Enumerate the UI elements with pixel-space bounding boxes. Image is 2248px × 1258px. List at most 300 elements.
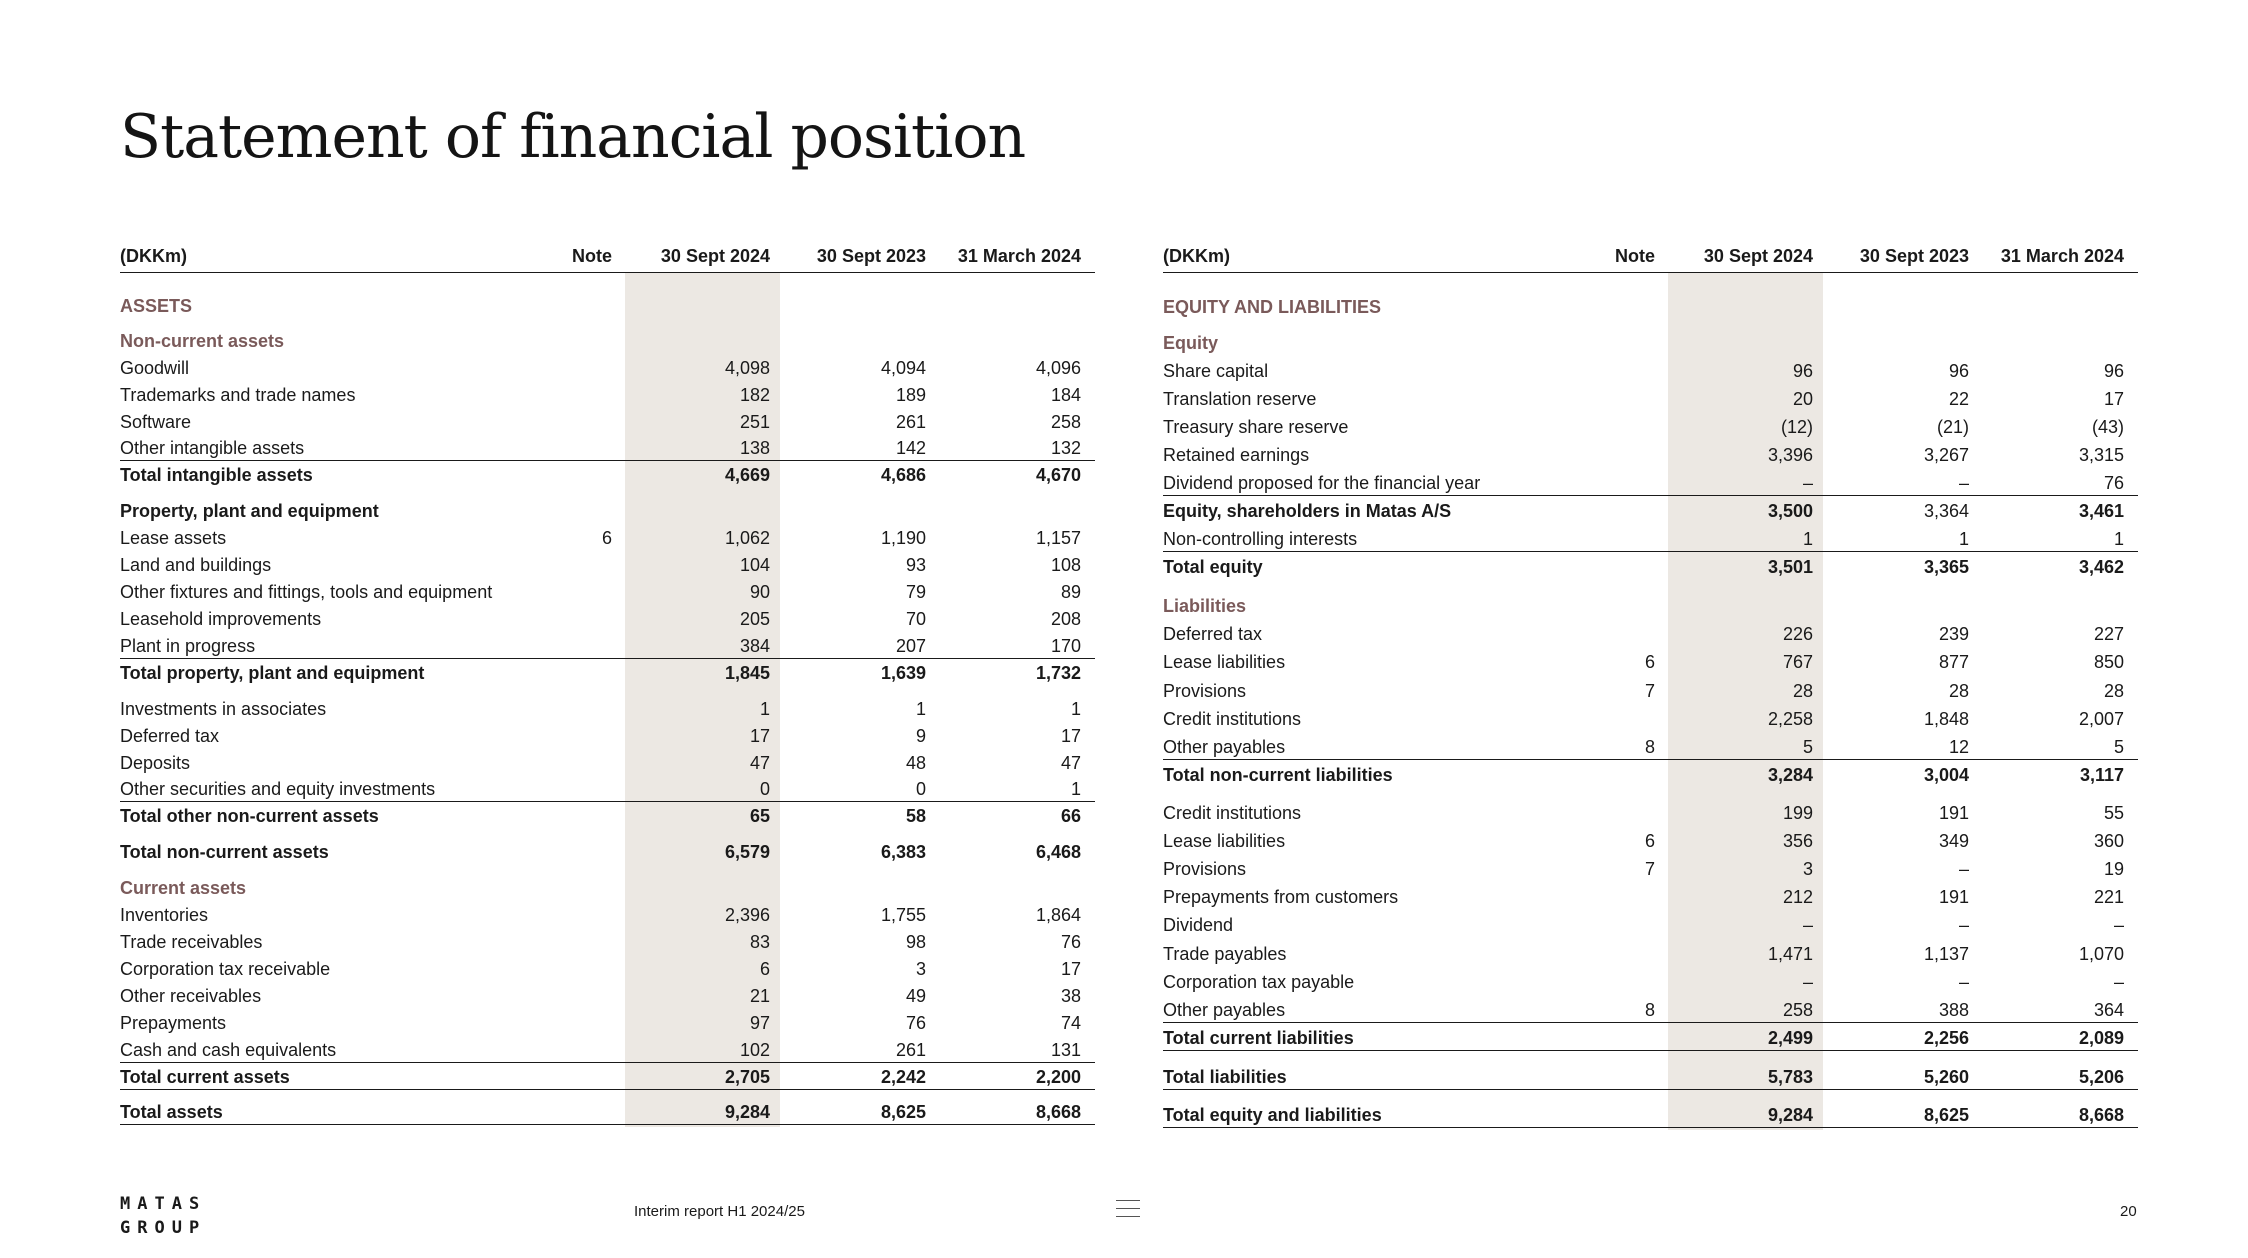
- row-divider: [1163, 495, 2138, 496]
- value-30-sept-2023: 0: [915, 779, 926, 799]
- value-30-sept-2024: 3,284: [1767, 765, 1813, 785]
- value-31-march-2024: 89: [1060, 582, 1081, 602]
- table-row: [120, 931, 1095, 953]
- row-label: Inventories: [120, 905, 209, 925]
- row-label: Trademarks and trade names: [120, 385, 356, 405]
- table-row: [120, 295, 1095, 317]
- row-divider: [120, 1124, 1095, 1125]
- value-30-sept-2024: 384: [739, 636, 770, 656]
- value-31-march-2024: 208: [1050, 609, 1081, 629]
- value-30-sept-2024: 138: [739, 438, 770, 458]
- value-31-march-2024: 221: [2093, 887, 2124, 907]
- value-30-sept-2023: 9: [915, 726, 926, 746]
- value-30-sept-2024: (12): [1780, 417, 1813, 437]
- value-31-march-2024: 55: [2103, 803, 2124, 823]
- value-30-sept-2023: 3,364: [1923, 501, 1969, 521]
- value-30-sept-2024: 2,396: [724, 905, 770, 925]
- value-30-sept-2023: 142: [895, 438, 926, 458]
- table-row: [120, 581, 1095, 603]
- value-30-sept-2023: –: [1958, 915, 1969, 935]
- row-divider: [1163, 1022, 2138, 1023]
- matas-group-logo: [120, 1192, 206, 1240]
- value-31-march-2024: 132: [1050, 438, 1081, 458]
- value-30-sept-2023: 877: [1938, 652, 1969, 672]
- row-label: Total assets: [120, 1102, 223, 1122]
- value-30-sept-2023: 93: [905, 555, 926, 575]
- value-31-march-2024: 17: [1060, 959, 1081, 979]
- value-30-sept-2024: 2,499: [1767, 1028, 1813, 1048]
- value-30-sept-2024: 251: [739, 412, 770, 432]
- value-31-march-2024: 17: [2103, 389, 2124, 409]
- table-row: [120, 384, 1095, 406]
- value-30-sept-2023: 191: [1938, 803, 1969, 823]
- table-row: [120, 608, 1095, 630]
- value-30-sept-2023: –: [1958, 972, 1969, 992]
- table-row: [1163, 680, 2138, 702]
- value-30-sept-2024: 47: [749, 753, 770, 773]
- value-31-march-2024: 8,668: [1035, 1102, 1081, 1122]
- value-30-sept-2024: 1,062: [724, 528, 770, 548]
- value-30-sept-2023: 8,625: [880, 1102, 926, 1122]
- value-30-sept-2024: 6,579: [724, 842, 770, 862]
- value-31-march-2024: 1,157: [1035, 528, 1081, 548]
- table-row: [120, 464, 1095, 486]
- table-row: [1163, 999, 2138, 1021]
- table-row: [120, 527, 1095, 549]
- header-col-2024: 30 Sept 2024: [1703, 246, 1813, 266]
- value-31-march-2024: 1: [1070, 779, 1081, 799]
- table-row: [1163, 1027, 2138, 1049]
- value-30-sept-2024: 182: [739, 385, 770, 405]
- value-30-sept-2024: 3: [1802, 859, 1813, 879]
- table-row: [1163, 528, 2138, 550]
- row-label: Other payables: [1163, 1000, 1286, 1020]
- table-row: [120, 1066, 1095, 1088]
- value-31-march-2024: 131: [1050, 1040, 1081, 1060]
- value-30-sept-2024: 90: [749, 582, 770, 602]
- value-30-sept-2024: 2,258: [1767, 709, 1813, 729]
- value-30-sept-2023: (21): [1936, 417, 1969, 437]
- value-31-march-2024: 74: [1060, 1013, 1081, 1033]
- value-31-march-2024: 66: [1060, 806, 1081, 826]
- value-31-march-2024: 3,315: [2078, 445, 2124, 465]
- row-label: Prepayments from customers: [1163, 887, 1399, 907]
- row-note: 7: [1644, 859, 1655, 879]
- value-30-sept-2023: 1,639: [880, 663, 926, 683]
- table-row: [120, 958, 1095, 980]
- value-30-sept-2024: 1,471: [1767, 944, 1813, 964]
- value-30-sept-2023: 49: [905, 986, 926, 1006]
- value-30-sept-2024: 3,396: [1767, 445, 1813, 465]
- page-number: 20: [2120, 1203, 2137, 1220]
- table-row: [120, 635, 1095, 657]
- value-31-march-2024: 8,668: [2078, 1105, 2124, 1125]
- value-30-sept-2024: 212: [1782, 887, 1813, 907]
- value-30-sept-2024: –: [1802, 473, 1813, 493]
- row-label: Land and buildings: [120, 555, 272, 575]
- value-31-march-2024: 4,096: [1035, 358, 1081, 378]
- row-label: Total other non-current assets: [120, 806, 379, 826]
- header-col-march-2024: 31 March 2024: [2000, 246, 2124, 266]
- row-note: 6: [1644, 831, 1655, 851]
- table-row: [1163, 971, 2138, 993]
- value-30-sept-2023: 3,267: [1923, 445, 1969, 465]
- value-30-sept-2023: 207: [895, 636, 926, 656]
- value-31-march-2024: (43): [2091, 417, 2124, 437]
- value-30-sept-2024: 9,284: [724, 1102, 770, 1122]
- value-30-sept-2024: 1: [1802, 529, 1813, 549]
- value-30-sept-2023: 3,004: [1923, 765, 1969, 785]
- value-30-sept-2024: 6: [759, 959, 770, 979]
- row-label: Liabilities: [1163, 596, 1247, 616]
- row-label: Non-controlling interests: [1163, 529, 1358, 549]
- table-row: [120, 725, 1095, 747]
- value-30-sept-2024: 205: [739, 609, 770, 629]
- table-row: [120, 877, 1095, 899]
- value-31-march-2024: 1,070: [2078, 944, 2124, 964]
- row-label: Total current assets: [120, 1067, 290, 1087]
- header-col-march-2024: 31 March 2024: [957, 246, 1081, 266]
- value-30-sept-2023: 28: [1948, 681, 1969, 701]
- value-31-march-2024: 4,670: [1035, 465, 1081, 485]
- table-row: [1163, 444, 2138, 466]
- table-row: [1163, 764, 2138, 786]
- header-note: Note: [1615, 246, 1655, 266]
- table-row: [120, 1039, 1095, 1061]
- row-label: Other intangible assets: [120, 438, 305, 458]
- row-divider: [120, 1062, 1095, 1063]
- value-30-sept-2023: 1,190: [880, 528, 926, 548]
- table-row: [1163, 500, 2138, 522]
- value-31-march-2024: 17: [1060, 726, 1081, 746]
- row-divider: [120, 1089, 1095, 1090]
- table-row: [1163, 472, 2138, 494]
- row-label: Deferred tax: [1163, 624, 1263, 644]
- table-row: [120, 411, 1095, 433]
- table-row: [1163, 332, 2138, 354]
- value-30-sept-2023: 2,242: [880, 1067, 926, 1087]
- row-note: 6: [601, 528, 612, 548]
- row-label: Lease assets: [120, 528, 227, 548]
- value-30-sept-2023: 22: [1948, 389, 1969, 409]
- row-label: Corporation tax receivable: [120, 959, 331, 979]
- value-30-sept-2023: 5,260: [1923, 1067, 1969, 1087]
- value-30-sept-2024: 1: [759, 699, 770, 719]
- value-31-march-2024: 47: [1060, 753, 1081, 773]
- row-label: Treasury share reserve: [1163, 417, 1349, 437]
- value-30-sept-2024: 5,783: [1767, 1067, 1813, 1087]
- value-30-sept-2023: 349: [1938, 831, 1969, 851]
- table-row: [120, 330, 1095, 352]
- row-label: Credit institutions: [1163, 803, 1302, 823]
- row-divider: [1163, 1127, 2138, 1128]
- row-label: Provisions: [1163, 859, 1247, 879]
- value-31-march-2024: 5,206: [2078, 1067, 2124, 1087]
- row-label: Trade payables: [1163, 944, 1287, 964]
- header-col-2024: 30 Sept 2024: [660, 246, 770, 266]
- value-30-sept-2023: 79: [905, 582, 926, 602]
- row-label: Cash and cash equivalents: [120, 1040, 337, 1060]
- value-30-sept-2024: 104: [739, 555, 770, 575]
- value-30-sept-2023: 58: [905, 806, 926, 826]
- value-31-march-2024: 1: [1070, 699, 1081, 719]
- table-row: [1163, 1066, 2138, 1088]
- row-label: Current assets: [120, 878, 247, 898]
- value-31-march-2024: 5: [2113, 737, 2124, 757]
- row-label: Total current liabilities: [1163, 1028, 1354, 1048]
- value-31-march-2024: –: [2113, 915, 2124, 935]
- table-row: [1163, 708, 2138, 730]
- row-label: Share capital: [1163, 361, 1269, 381]
- value-30-sept-2024: 96: [1792, 361, 1813, 381]
- value-31-march-2024: 2,089: [2078, 1028, 2124, 1048]
- table-row: [120, 698, 1095, 720]
- value-31-march-2024: 184: [1050, 385, 1081, 405]
- row-divider: [120, 460, 1095, 461]
- equity-liabilities-table: [1163, 244, 2138, 1132]
- row-label: Dividend: [1163, 915, 1234, 935]
- row-label: Deferred tax: [120, 726, 220, 746]
- value-30-sept-2023: 76: [905, 1013, 926, 1033]
- row-label: ASSETS: [120, 296, 193, 316]
- value-30-sept-2024: 3,500: [1767, 501, 1813, 521]
- value-30-sept-2023: 6,383: [880, 842, 926, 862]
- row-label: Non-current assets: [120, 331, 285, 351]
- table-row: [120, 805, 1095, 827]
- value-30-sept-2024: 9,284: [1767, 1105, 1813, 1125]
- value-31-march-2024: 170: [1050, 636, 1081, 656]
- value-31-march-2024: –: [2113, 972, 2124, 992]
- page-title: Statement of financial position: [120, 102, 1026, 172]
- row-label: Lease liabilities: [1163, 831, 1286, 851]
- value-30-sept-2023: 8,625: [1923, 1105, 1969, 1125]
- table-row: [1163, 595, 2138, 617]
- table-row: [120, 554, 1095, 576]
- table-row: [1163, 830, 2138, 852]
- value-31-march-2024: 227: [2093, 624, 2124, 644]
- row-label: Other securities and equity investments: [120, 779, 436, 799]
- row-label: Dividend proposed for the financial year: [1163, 473, 1481, 493]
- value-31-march-2024: 1,732: [1035, 663, 1081, 683]
- table-row: [1163, 736, 2138, 758]
- value-30-sept-2023: 3: [915, 959, 926, 979]
- value-31-march-2024: 850: [2093, 652, 2124, 672]
- value-30-sept-2023: 189: [895, 385, 926, 405]
- value-30-sept-2024: –: [1802, 915, 1813, 935]
- value-30-sept-2023: 239: [1938, 624, 1969, 644]
- row-note: 6: [1644, 652, 1655, 672]
- value-30-sept-2024: 65: [749, 806, 770, 826]
- row-note: 8: [1644, 1000, 1655, 1020]
- value-30-sept-2023: 2,256: [1923, 1028, 1969, 1048]
- value-31-march-2024: 28: [2103, 681, 2124, 701]
- value-30-sept-2023: –: [1958, 473, 1969, 493]
- value-30-sept-2023: 12: [1948, 737, 1969, 757]
- header-unit: (DKKm): [1163, 246, 1230, 266]
- row-label: Retained earnings: [1163, 445, 1310, 465]
- table-row: [120, 662, 1095, 684]
- value-30-sept-2023: 98: [905, 932, 926, 952]
- row-label: EQUITY AND LIABILITIES: [1163, 297, 1382, 317]
- assets-table: [120, 244, 1095, 1132]
- value-31-march-2024: 2,007: [2078, 709, 2124, 729]
- table-row: [120, 500, 1095, 522]
- row-label: Total intangible assets: [120, 465, 313, 485]
- value-30-sept-2024: 767: [1782, 652, 1813, 672]
- row-label: Other receivables: [120, 986, 262, 1006]
- value-30-sept-2024: 102: [739, 1040, 770, 1060]
- table-row: [1163, 360, 2138, 382]
- value-31-march-2024: 3,117: [2079, 765, 2124, 785]
- value-31-march-2024: 3,462: [2078, 557, 2124, 577]
- logo-line-2: GROUP: [120, 1218, 207, 1238]
- value-30-sept-2023: 4,686: [880, 465, 926, 485]
- value-30-sept-2024: 258: [1782, 1000, 1813, 1020]
- table-row: [120, 1101, 1095, 1123]
- row-label: Other fixtures and fittings, tools and equipment: [120, 582, 493, 602]
- value-31-march-2024: 1: [2113, 529, 2124, 549]
- value-30-sept-2023: 388: [1938, 1000, 1969, 1020]
- header-col-2023: 30 Sept 2023: [1859, 246, 1969, 266]
- value-30-sept-2024: 356: [1782, 831, 1813, 851]
- row-label: Credit institutions: [1163, 709, 1302, 729]
- value-30-sept-2023: 191: [1938, 887, 1969, 907]
- row-divider: [1163, 759, 2138, 760]
- value-30-sept-2024: 17: [749, 726, 770, 746]
- value-30-sept-2024: 21: [749, 986, 770, 1006]
- row-label: Leasehold improvements: [120, 609, 322, 629]
- value-30-sept-2024: 5: [1802, 737, 1813, 757]
- value-30-sept-2023: 70: [905, 609, 926, 629]
- value-30-sept-2023: 3,365: [1923, 557, 1969, 577]
- table-row: [1163, 296, 2138, 318]
- row-divider: [1163, 1089, 2138, 1090]
- logo-line-1: MATAS: [120, 1194, 207, 1214]
- value-31-march-2024: 19: [2103, 859, 2124, 879]
- row-note: 7: [1644, 681, 1655, 701]
- table-row: [120, 1012, 1095, 1034]
- menu-icon[interactable]: [1116, 1200, 1140, 1222]
- value-30-sept-2024: 4,669: [724, 465, 770, 485]
- row-label: Total property, plant and equipment: [120, 663, 425, 683]
- table-header: [120, 244, 1095, 273]
- value-31-march-2024: 108: [1050, 555, 1081, 575]
- row-label: Translation reserve: [1163, 389, 1317, 409]
- table-row: [120, 841, 1095, 863]
- row-label: Total liabilities: [1163, 1067, 1287, 1087]
- value-30-sept-2023: 1: [915, 699, 926, 719]
- row-label: Total non-current assets: [120, 842, 329, 862]
- header-col-2023: 30 Sept 2023: [816, 246, 926, 266]
- table-header: [1163, 244, 2138, 273]
- value-30-sept-2024: 199: [1782, 803, 1813, 823]
- value-31-march-2024: 76: [1060, 932, 1081, 952]
- value-30-sept-2024: 20: [1792, 389, 1813, 409]
- row-label: Equity: [1163, 333, 1219, 353]
- table-row: [120, 904, 1095, 926]
- row-label: Total non-current liabilities: [1163, 765, 1393, 785]
- table-row: [1163, 388, 2138, 410]
- row-label: Goodwill: [120, 358, 190, 378]
- value-31-march-2024: 96: [2103, 361, 2124, 381]
- value-30-sept-2023: 261: [895, 412, 926, 432]
- table-row: [1163, 858, 2138, 880]
- row-label: Plant in progress: [120, 636, 256, 656]
- value-31-march-2024: 1,864: [1035, 905, 1081, 925]
- value-30-sept-2024: 3,501: [1767, 557, 1813, 577]
- value-31-march-2024: 76: [2103, 473, 2124, 493]
- row-divider: [1163, 1050, 2138, 1051]
- table-row: [1163, 914, 2138, 936]
- value-30-sept-2023: 1,755: [880, 905, 926, 925]
- value-30-sept-2024: 0: [759, 779, 770, 799]
- value-31-march-2024: 2,200: [1035, 1067, 1081, 1087]
- table-row: [120, 778, 1095, 800]
- header-unit: (DKKm): [120, 246, 187, 266]
- value-30-sept-2023: –: [1958, 859, 1969, 879]
- value-30-sept-2023: 4,094: [880, 358, 926, 378]
- table-row: [1163, 416, 2138, 438]
- table-row: [1163, 556, 2138, 578]
- row-divider: [1163, 551, 2138, 552]
- value-31-march-2024: 38: [1060, 986, 1081, 1006]
- row-label: Lease liabilities: [1163, 652, 1286, 672]
- table-row: [120, 357, 1095, 379]
- value-31-march-2024: 6,468: [1035, 842, 1081, 862]
- row-divider: [120, 801, 1095, 802]
- value-30-sept-2024: 28: [1792, 681, 1813, 701]
- table-row: [1163, 623, 2138, 645]
- row-label: Property, plant and equipment: [120, 501, 379, 521]
- row-label: Investments in associates: [120, 699, 327, 719]
- header-note: Note: [572, 246, 612, 266]
- row-label: Software: [120, 412, 192, 432]
- row-label: Total equity: [1163, 557, 1263, 577]
- value-31-march-2024: 3,461: [2078, 501, 2124, 521]
- table-row: [1163, 651, 2138, 673]
- value-30-sept-2023: 1,137: [1923, 944, 1969, 964]
- row-label: Total equity and liabilities: [1163, 1105, 1382, 1125]
- value-30-sept-2023: 96: [1948, 361, 1969, 381]
- table-row: [1163, 802, 2138, 824]
- row-label: Equity, shareholders in Matas A/S: [1163, 501, 1452, 521]
- value-30-sept-2024: 226: [1782, 624, 1813, 644]
- row-label: Corporation tax payable: [1163, 972, 1355, 992]
- table-row: [120, 437, 1095, 459]
- value-30-sept-2024: 4,098: [724, 358, 770, 378]
- table-row: [1163, 943, 2138, 965]
- row-label: Other payables: [1163, 737, 1286, 757]
- row-label: Provisions: [1163, 681, 1247, 701]
- value-31-march-2024: 258: [1050, 412, 1081, 432]
- row-label: Trade receivables: [120, 932, 263, 952]
- value-30-sept-2024: 83: [749, 932, 770, 952]
- row-label: Prepayments: [120, 1013, 227, 1033]
- value-30-sept-2023: 48: [905, 753, 926, 773]
- value-31-march-2024: 360: [2093, 831, 2124, 851]
- row-note: 8: [1644, 737, 1655, 757]
- table-row: [1163, 886, 2138, 908]
- value-30-sept-2023: 1,848: [1923, 709, 1969, 729]
- value-30-sept-2023: 1: [1958, 529, 1969, 549]
- value-30-sept-2024: 97: [749, 1013, 770, 1033]
- value-30-sept-2024: –: [1802, 972, 1813, 992]
- row-divider: [120, 658, 1095, 659]
- table-row: [120, 752, 1095, 774]
- value-30-sept-2024: 1,845: [724, 663, 770, 683]
- value-30-sept-2023: 261: [895, 1040, 926, 1060]
- row-label: Deposits: [120, 753, 191, 773]
